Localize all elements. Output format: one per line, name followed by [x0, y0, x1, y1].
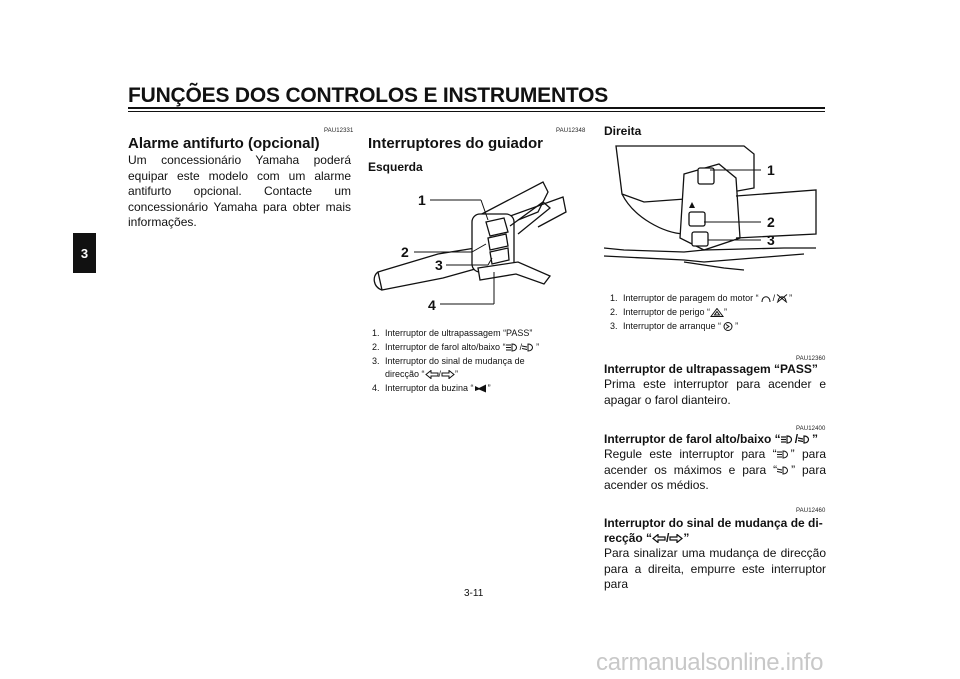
figure-label-1: 1 [767, 162, 775, 178]
section-code: PAU12400 [796, 426, 826, 432]
run-icon [759, 294, 773, 303]
high-beam-icon [777, 450, 791, 459]
section-title-alarm: Alarme antifurto (opcional) [128, 135, 320, 152]
right-arrow-icon [669, 534, 683, 543]
section-title-beam: Interruptor de farol alto/baixo “ / ” [604, 432, 819, 446]
left-arrow-icon [652, 534, 666, 543]
right-handlebar-figure [604, 138, 826, 280]
caption-item: 4. Interruptor da buzina “ ” [372, 383, 491, 393]
section-code: PAU12360 [796, 356, 826, 362]
figure-label-4: 4 [428, 297, 436, 313]
figure-label-1: 1 [418, 192, 426, 208]
left-arrow-icon [425, 370, 439, 379]
hazard-icon [710, 308, 724, 317]
caption-item: 3. Interruptor do sinal de mudança de direcção “ / ” [372, 356, 525, 379]
caption-item: 1. Interruptor de ultrapassagem “PASS” [372, 328, 533, 338]
page-header-title: FUNÇÕES DOS CONTROLOS E INSTRUMENTOS [128, 84, 609, 107]
caption-item: 2. Interruptor de farol alto/baixo “ / ” [372, 342, 540, 352]
section-body-pass: Prima este interruptor para acender e apagar o farol dianteiro. [604, 377, 826, 407]
section-title-turn-signal: Interruptor do sinal de mudança de di- recção “ / ” [604, 516, 823, 545]
header-rule-thin [128, 111, 825, 112]
section-title-handlebar-switches: Interruptores do guiador [368, 135, 544, 152]
figure-label-2: 2 [401, 244, 409, 260]
figure-label-2: 2 [767, 214, 775, 230]
subtitle-left: Esquerda [368, 160, 423, 174]
header-rule [128, 107, 825, 109]
section-code: PAU12348 [556, 128, 586, 134]
start-icon [721, 322, 735, 331]
caption-item: 2. Interruptor de perigo “ ” [610, 307, 728, 317]
high-beam-icon [506, 343, 520, 352]
stop-icon [775, 294, 789, 303]
page-number: 3-11 [464, 588, 484, 599]
subtitle-right: Direita [604, 124, 642, 138]
section-code: PAU12460 [796, 508, 826, 514]
caption-list-right [610, 292, 825, 333]
high-beam-icon [781, 435, 795, 444]
caption-list-left [372, 327, 577, 395]
caption-item: 3. Interruptor de arranque “ ” [610, 321, 739, 331]
section-code: PAU12331 [324, 128, 354, 134]
watermark: carmanualsonline.info [596, 649, 824, 676]
left-handlebar-figure [368, 172, 578, 314]
low-beam-icon [777, 466, 791, 475]
caption-item: 1. Interruptor de paragem do motor “ / ” [610, 293, 793, 303]
figure-label-3: 3 [435, 257, 443, 273]
low-beam-icon [798, 435, 812, 444]
right-arrow-icon [441, 370, 455, 379]
low-beam-icon [522, 343, 536, 352]
figure-label-3: 3 [767, 232, 775, 248]
section-title-pass: Interruptor de ultrapassagem “PASS” [604, 362, 818, 376]
horn-icon [474, 384, 488, 393]
chapter-tab: 3 [73, 233, 96, 273]
section-body-alarm: Um concessionário Yamaha poderá equipar este modelo com um alarme antifurto opcional. Contacte um concessionário Yamaha para obter mais informações. [128, 153, 351, 229]
section-body-turn-signal: Para sinalizar uma mudança de direcção para a direita, empurre este interruptor para [604, 546, 826, 591]
section-body-beam: Regule este interruptor para “ ” para acender os máximos e para “ ” para acender os médios. [604, 447, 826, 492]
